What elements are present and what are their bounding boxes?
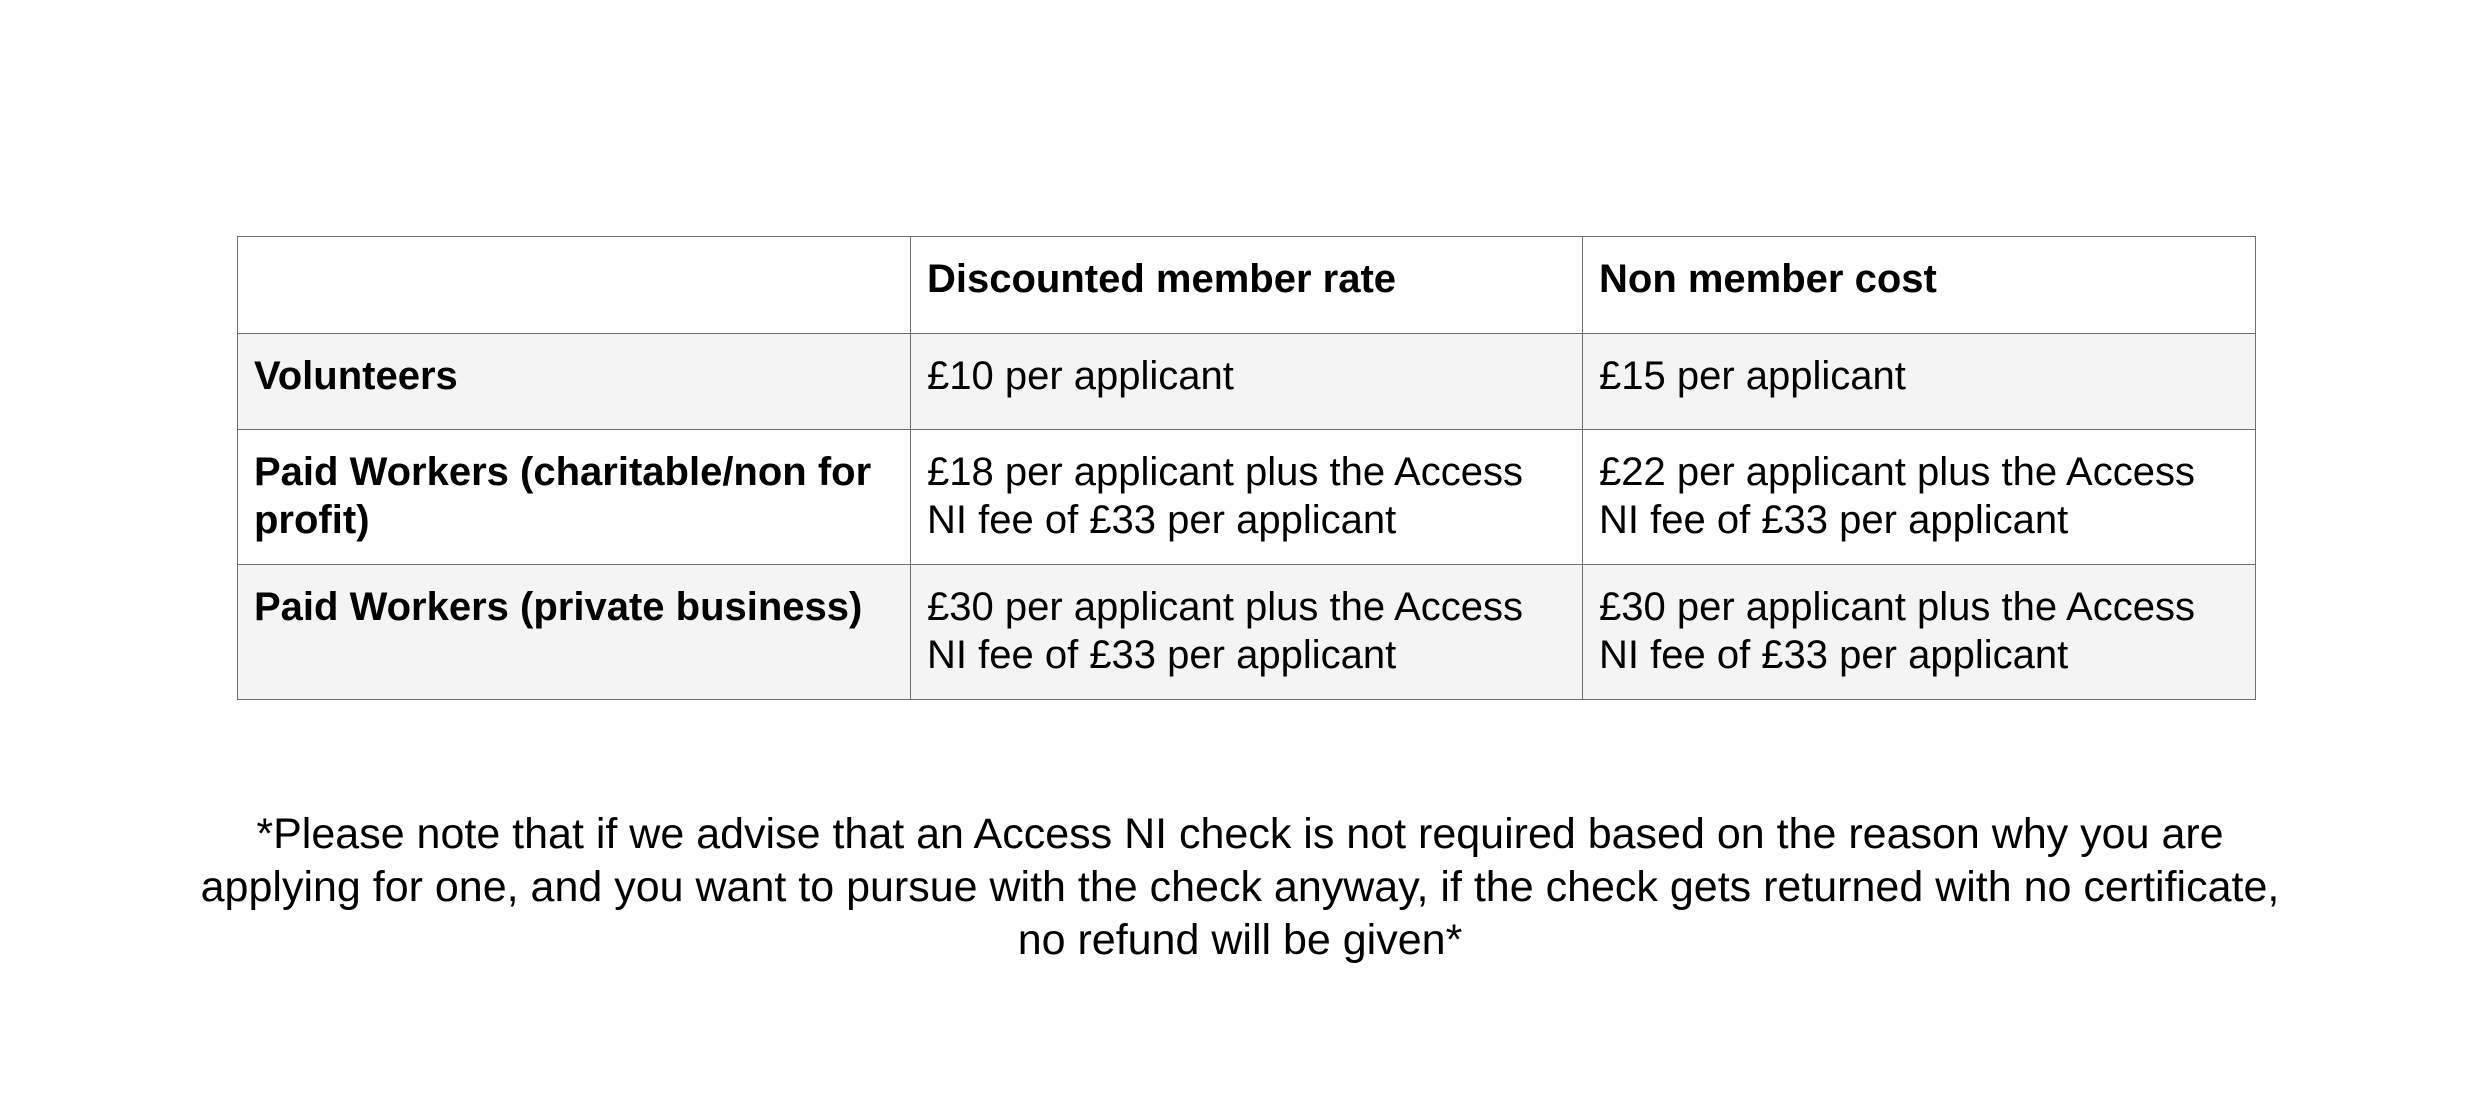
row-label-paid-workers-private: Paid Workers (private business): [238, 565, 911, 700]
header-cell-non-member-cost: Non member cost: [1583, 237, 2256, 334]
table-row: [238, 565, 2256, 700]
cell-non-member-cost: £15 per applicant: [1583, 334, 2256, 430]
table-header-row: [238, 237, 2256, 334]
cell-member-rate: £10 per applicant: [911, 334, 1583, 430]
header-cell-empty: [238, 237, 911, 334]
cell-member-rate: £30 per applicant plus the Access NI fee of £33 per applicant: [911, 565, 1583, 700]
table-row: [238, 334, 2256, 430]
pricing-table: [237, 236, 2256, 700]
cell-member-rate: £18 per applicant plus the Access NI fee of £33 per applicant: [911, 430, 1583, 565]
cell-non-member-cost: £22 per applicant plus the Access NI fee of £33 per applicant: [1583, 430, 2256, 565]
row-label-paid-workers-charitable: Paid Workers (charitable/non for profit): [238, 430, 911, 565]
refund-note: *Please note that if we advise that an Access NI check is not required based on the reason why you are applying for one, and you want to pursue with the check anyway, if the check gets returned with no certificate, no refund will be given*: [200, 810, 2280, 964]
table-row: [238, 430, 2256, 565]
cell-non-member-cost: £30 per applicant plus the Access NI fee of £33 per applicant: [1583, 565, 2256, 700]
row-label-volunteers: Volunteers: [238, 334, 911, 430]
header-cell-member-rate: Discounted member rate: [911, 237, 1583, 334]
